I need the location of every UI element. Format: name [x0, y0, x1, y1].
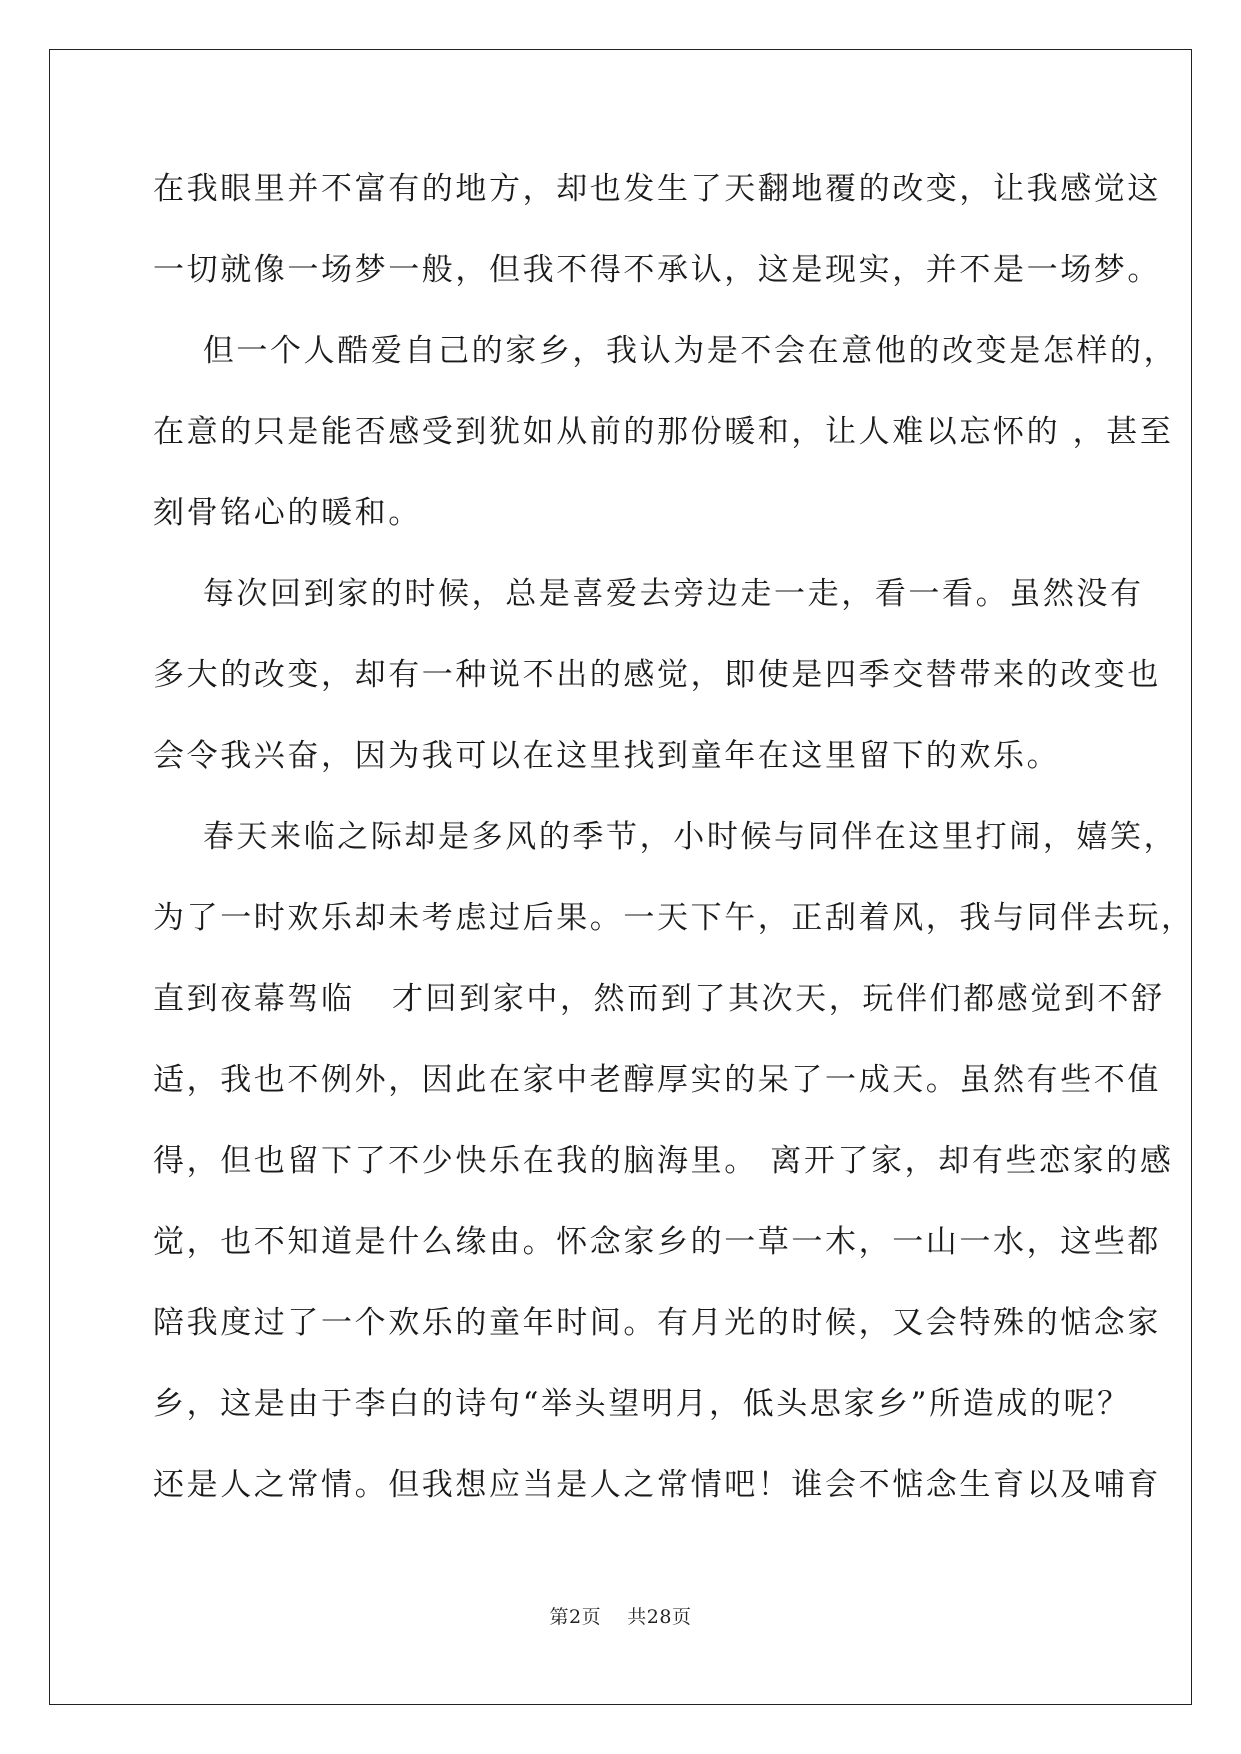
- paragraph-first-line: 春天来临之际却是多风的季节，小时候与同伴在这里打闹，嬉笑，: [153, 819, 1178, 855]
- page-number-footer: [0, 1602, 1241, 1629]
- current-page-number: 2: [569, 1606, 582, 1628]
- text-line: 为了一时欢乐却未考虑过后果。一天下午，正刮着风，我与同伴去玩，: [153, 900, 1195, 936]
- paragraph-first-line: 但一个人酷爱自己的家乡，我认为是不会在意他的改变是怎样的，: [153, 333, 1178, 369]
- page-suffix: 页: [671, 1606, 692, 1628]
- text-line: 多大的改变，却有一种说不出的感觉，即使是四季交替带来的改变也: [153, 657, 1161, 693]
- text-line: 一切就像一场梦一般，但我不得不承认，这是现实，并不是一场梦。: [153, 252, 1161, 288]
- text-line: 适，我也不例外，因此在家中老醇厚实的呆了一成天。虽然有些不值: [153, 1062, 1161, 1098]
- text-line: 得，但也留下了不少快乐在我的脑海里。 离开了家，却有些恋家的感: [153, 1143, 1174, 1179]
- text-line: 会令我兴奋，因为我可以在这里找到童年在这里留下的欢乐。: [153, 738, 1061, 774]
- text-line: 直到夜幕驾临 才回到家中，然而到了其次天，玩伴们都感觉到不舒: [153, 981, 1165, 1017]
- paragraph-first-line: 每次回到家的时候，总是喜爱去旁边走一走，看一看。虽然没有: [153, 576, 1144, 612]
- text-line: 乡，这是由于李白的诗句“举头望明月，低头思家乡”所造成的呢？: [153, 1386, 1131, 1422]
- page-middle-text: 页 共: [581, 1606, 647, 1628]
- text-line: 在意的只是能否感受到犹如从前的那份暖和，让人难以忘怀的 ，甚至: [153, 414, 1174, 450]
- text-line: 陪我度过了一个欢乐的童年时间。有月光的时候，又会特殊的惦念家: [153, 1305, 1161, 1341]
- body-text: [153, 160, 1195, 1537]
- text-line: 刻骨铭心的暖和。: [153, 495, 422, 531]
- text-line: 还是人之常情。但我想应当是人之常情吧！谁会不惦念生育以及哺育: [153, 1467, 1161, 1503]
- total-page-count: 28: [646, 1606, 672, 1628]
- page-prefix: 第: [549, 1606, 570, 1628]
- text-line: 觉，也不知道是什么缘由。怀念家乡的一草一木，一山一水，这些都: [153, 1224, 1161, 1260]
- text-line: 在我眼里并不富有的地方，却也发生了天翻地覆的改变，让我感觉这: [153, 171, 1161, 207]
